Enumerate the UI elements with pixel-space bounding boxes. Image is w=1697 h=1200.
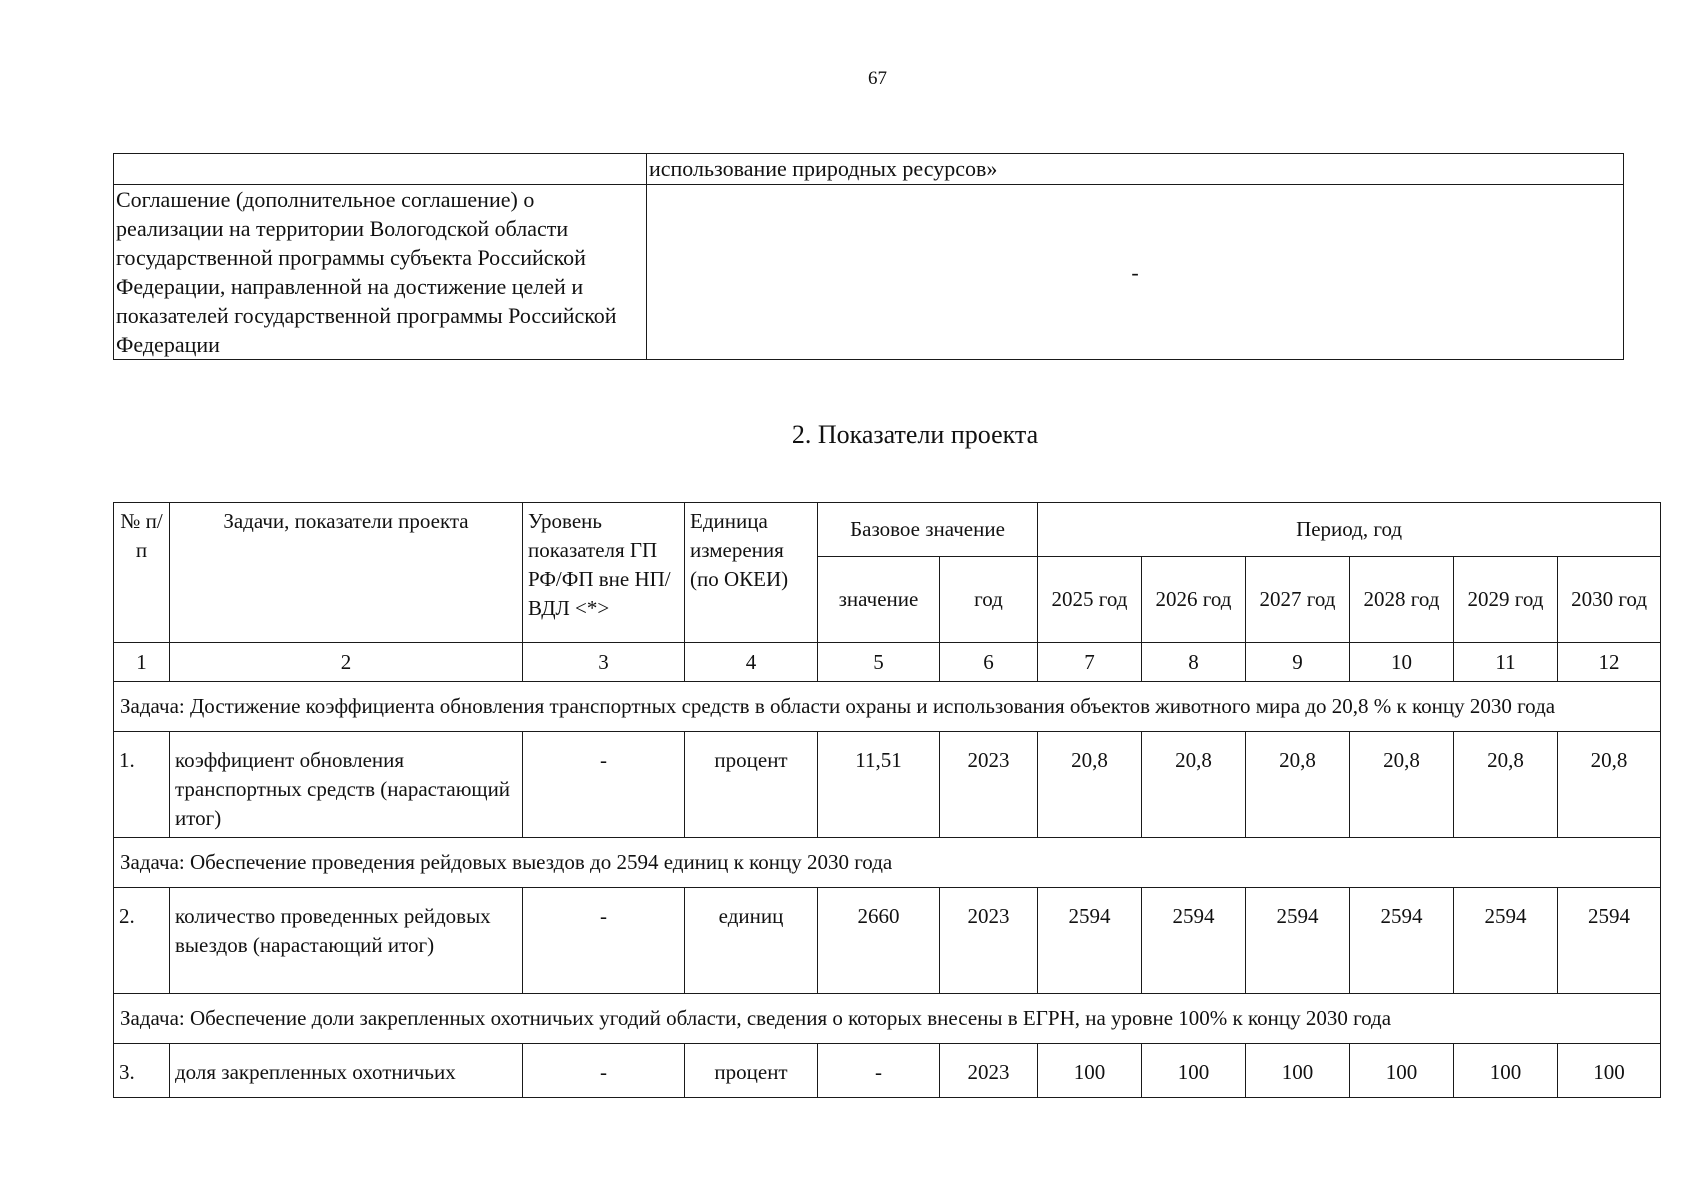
indicator-year-value: 100 xyxy=(1350,1044,1454,1098)
indicator-row xyxy=(114,1044,1661,1098)
indicator-base-value: 2660 xyxy=(818,888,940,994)
indicator-level: - xyxy=(523,888,685,994)
indicator-name: доля закрепленных охотничьих xyxy=(170,1044,523,1098)
indicator-unit: процент xyxy=(685,732,818,838)
indicator-year-value: 20,8 xyxy=(1246,732,1350,838)
indicator-name: количество проведенных рейдовых выездов (нарастающий итог) xyxy=(170,888,523,994)
indicator-year-value: 2594 xyxy=(1142,888,1246,994)
header-base: Базовое значение xyxy=(818,503,1038,557)
header-num: № п/п xyxy=(114,503,170,643)
indicator-base-year: 2023 xyxy=(940,888,1038,994)
indicator-level: - xyxy=(523,1044,685,1098)
task-row xyxy=(114,838,1661,888)
indicator-year-value: 100 xyxy=(1454,1044,1558,1098)
header-year: 2027 год xyxy=(1246,557,1350,643)
indicator-year-value: 2594 xyxy=(1558,888,1661,994)
column-number: 5 xyxy=(818,643,940,682)
indicator-unit: единиц xyxy=(685,888,818,994)
column-number: 12 xyxy=(1558,643,1661,682)
header-level: Уровень показателя ГП РФ/ФП вне НП/ВДЛ <*> xyxy=(523,503,685,643)
agreement-value-cell: - xyxy=(647,185,1624,360)
header-row xyxy=(114,503,1661,557)
agreement-table-cell: использование природных ресурсов» xyxy=(647,154,1624,185)
indicator-num: 3. xyxy=(114,1044,170,1098)
indicator-year-value: 20,8 xyxy=(1038,732,1142,838)
indicator-num: 2. xyxy=(114,888,170,994)
indicator-year-value: 100 xyxy=(1142,1044,1246,1098)
column-number: 4 xyxy=(685,643,818,682)
section-title: 2. Показатели проекта xyxy=(791,420,1039,449)
task-title: Задача: Обеспечение проведения рейдовых выездов до 2594 единиц к концу 2030 года xyxy=(114,838,1661,888)
column-number-row xyxy=(114,643,1661,682)
indicators-table xyxy=(113,502,1661,1098)
header-year: 2029 год xyxy=(1454,557,1558,643)
indicator-base-year: 2023 xyxy=(940,1044,1038,1098)
indicator-year-value: 100 xyxy=(1558,1044,1661,1098)
task-title: Задача: Достижение коэффициента обновления транспортных средств в области охраны и использования объектов животного мира до 20,8 % к концу 2030 года xyxy=(114,682,1661,732)
column-number: 7 xyxy=(1038,643,1142,682)
column-number: 9 xyxy=(1246,643,1350,682)
agreement-table-row xyxy=(114,154,1624,185)
agreement-table-cell xyxy=(114,154,647,185)
indicator-year-value: 100 xyxy=(1246,1044,1350,1098)
indicator-base-year: 2023 xyxy=(940,732,1038,838)
task-title: Задача: Обеспечение доли закрепленных охотничьих угодий области, сведения о которых внесены в ЕГРН, на уровне 100% к концу 2030 года xyxy=(114,994,1661,1044)
indicator-year-value: 2594 xyxy=(1350,888,1454,994)
indicator-year-value: 20,8 xyxy=(1350,732,1454,838)
column-number: 1 xyxy=(114,643,170,682)
indicator-year-value: 2594 xyxy=(1246,888,1350,994)
indicator-base-value: - xyxy=(818,1044,940,1098)
indicator-num: 1. xyxy=(114,732,170,838)
agreement-label-cell: Соглашение (дополнительное соглашение) о реализации на территории Вологодской области государственной программы субъекта Российской Федерации, направленной на достижение целей и показателей государственной программы Российской Федерации xyxy=(114,185,647,360)
column-number: 3 xyxy=(523,643,685,682)
header-base-year: год xyxy=(940,557,1038,643)
indicator-name: коэффициент обновления транспортных средств (нарастающий итог) xyxy=(170,732,523,838)
column-number: 11 xyxy=(1454,643,1558,682)
indicator-row xyxy=(114,888,1661,994)
header-year: 2025 год xyxy=(1038,557,1142,643)
indicator-year-value: 20,8 xyxy=(1454,732,1558,838)
indicator-year-value: 2594 xyxy=(1454,888,1558,994)
column-number: 10 xyxy=(1350,643,1454,682)
indicator-level: - xyxy=(523,732,685,838)
indicator-year-value: 20,8 xyxy=(1142,732,1246,838)
header-name: Задачи, показатели проекта xyxy=(170,503,523,643)
agreement-table-row xyxy=(114,185,1624,360)
indicator-year-value: 2594 xyxy=(1038,888,1142,994)
indicator-year-value: 20,8 xyxy=(1558,732,1661,838)
header-period: Период, год xyxy=(1038,503,1661,557)
task-row xyxy=(114,994,1661,1044)
indicator-year-value: 100 xyxy=(1038,1044,1142,1098)
header-base-value: значение xyxy=(818,557,940,643)
column-number: 8 xyxy=(1142,643,1246,682)
page-number: 67 xyxy=(868,68,887,89)
header-year: 2030 год xyxy=(1558,557,1661,643)
indicator-unit: процент xyxy=(685,1044,818,1098)
indicator-base-value: 11,51 xyxy=(818,732,940,838)
column-number: 2 xyxy=(170,643,523,682)
column-number: 6 xyxy=(940,643,1038,682)
header-unit: Единица измерения (по ОКЕИ) xyxy=(685,503,818,643)
indicator-row xyxy=(114,732,1661,838)
header-year: 2028 год xyxy=(1350,557,1454,643)
agreement-table xyxy=(113,153,1624,360)
task-row xyxy=(114,682,1661,732)
header-year: 2026 год xyxy=(1142,557,1246,643)
